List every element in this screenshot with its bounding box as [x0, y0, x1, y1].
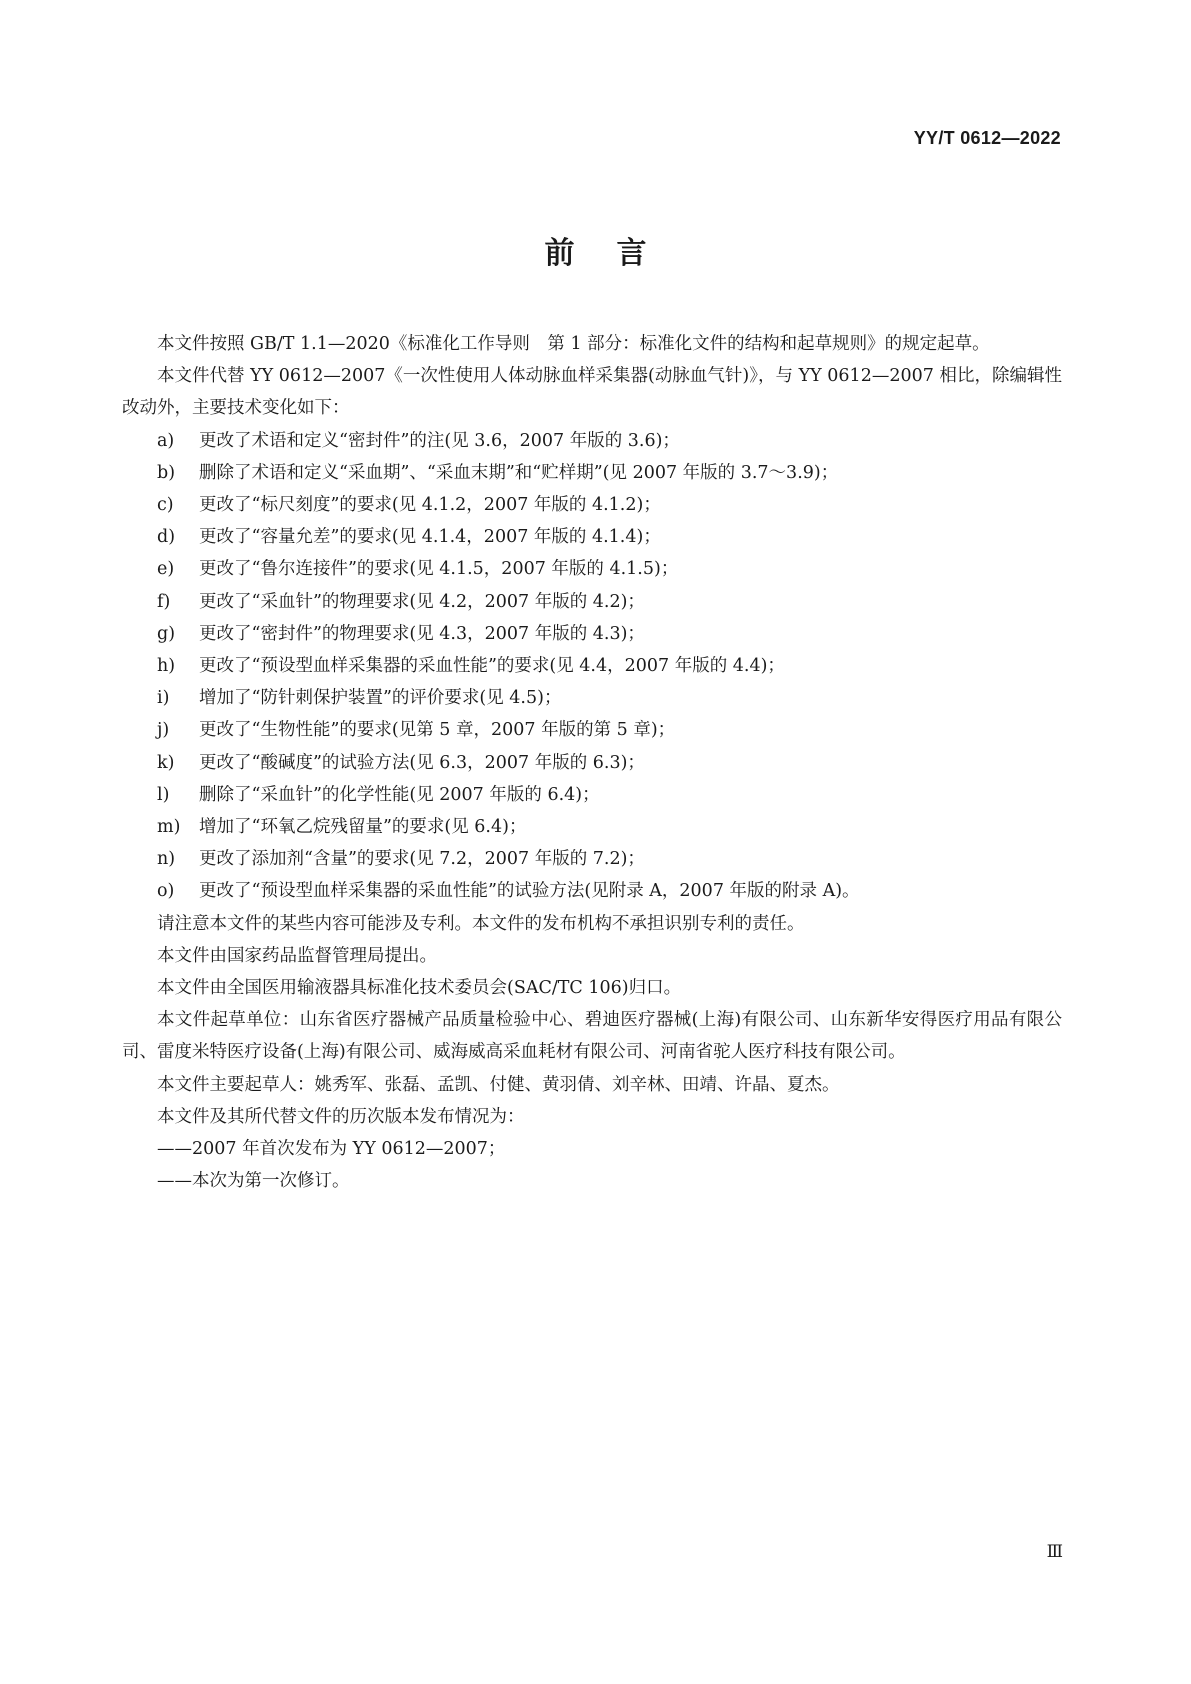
paragraph-drafting-units: 本文件起草单位：山东省医疗器械产品质量检验中心、碧迪医疗器械(上海)有限公司、山东新华安得医疗用品有限公司、雷度米特医疗设备(上海)有限公司、威海威高采血耗材有限公司、河南省驼人医疗科技有限公司。: [122, 1010, 1062, 1063]
list-marker: f): [157, 591, 171, 612]
list-item: [122, 425, 1062, 457]
list-text: 更改了“标尺刻度”的要求(见 4.1.2，2007 年版的 4.1.2)；: [199, 495, 661, 516]
list-marker: a): [157, 430, 175, 451]
list-item: [122, 714, 1062, 746]
technical-changes-list: [122, 425, 1062, 908]
list-text: 更改了“酸碱度”的试验方法(见 6.3，2007 年版的 6.3)；: [199, 752, 645, 773]
list-item: [122, 586, 1062, 618]
list-item: [122, 779, 1062, 811]
list-text: 增加了“环氧乙烷残留量”的要求(见 6.4)；: [199, 817, 527, 838]
list-item: [122, 682, 1062, 714]
paragraph-drafting-rules: 本文件按照 GB/T 1.1—2020《标准化工作导则 第 1 部分：标准化文件的结构和起草规则》的规定起草。: [157, 334, 990, 354]
paragraph-committee: 本文件由全国医用输液器具标准化技术委员会(SAC/TC 106)归口。: [157, 978, 682, 999]
list-text: 更改了“预设型血样采集器的采血性能”的试验方法(见附录 A，2007 年版的附录 A)。: [199, 881, 860, 902]
list-text: 更改了术语和定义“密封件”的注(见 3.6，2007 年版的 3.6)；: [199, 430, 680, 451]
list-marker: d): [157, 527, 176, 548]
paragraph-proposer: 本文件由国家药品监督管理局提出。: [157, 945, 437, 966]
list-item: [122, 843, 1062, 875]
list-marker: k): [157, 752, 175, 773]
list-item: [122, 521, 1062, 553]
list-text: 更改了“容量允差”的要求(见 4.1.4，2007 年版的 4.1.4)；: [199, 527, 661, 548]
list-text: 更改了“采血针”的物理要求(见 4.2，2007 年版的 4.2)；: [199, 591, 645, 612]
standard-code: YY/T 0612—2022: [913, 128, 1061, 148]
paragraph-drafters: 本文件主要起草人：姚秀军、张磊、孟凯、付健、黄羽倩、刘辛林、田靖、许晶、夏杰。: [157, 1074, 840, 1095]
list-marker: b): [157, 462, 176, 483]
list-marker: e): [157, 559, 175, 580]
list-item: [122, 875, 1062, 907]
history-item: ——本次为第一次修订。: [157, 1171, 350, 1192]
list-item: [122, 811, 1062, 843]
list-marker: g): [157, 623, 176, 644]
list-text: 增加了“防针刺保护装置”的评价要求(见 4.5)；: [199, 688, 562, 709]
list-item: [122, 618, 1062, 650]
list-item: [122, 553, 1062, 585]
list-marker: n): [157, 849, 176, 870]
paragraph-replacement: 本文件代替 YY 0612—2007《一次性使用人体动脉血样采集器(动脉血气针)》，与 YY 0612—2007 相比，除编辑性改动外，主要技术变化如下：: [122, 366, 1062, 419]
page-number: Ⅲ: [1046, 1542, 1063, 1562]
list-text: 更改了“生物性能”的要求(见第 5 章，2007 年版的第 5 章)；: [199, 720, 676, 741]
list-text: 更改了“密封件”的物理要求(见 4.3，2007 年版的 4.3)；: [199, 623, 645, 644]
list-text: 更改了“预设型血样采集器的采血性能”的要求(见 4.4，2007 年版的 4.4)；: [199, 656, 785, 677]
list-marker: l): [157, 784, 170, 805]
list-text: 更改了“鲁尔连接件”的要求(见 4.1.5，2007 年版的 4.1.5)；: [199, 559, 679, 580]
list-item: [122, 489, 1062, 521]
history-item: ——2007 年首次发布为 YY 0612—2007；: [157, 1139, 506, 1160]
list-marker: m): [157, 817, 181, 838]
list-text: 更改了添加剂“含量”的要求(见 7.2，2007 年版的 7.2)；: [199, 849, 645, 870]
list-item: [122, 457, 1062, 489]
list-item: [122, 650, 1062, 682]
list-marker: j): [157, 720, 170, 741]
list-item: [122, 747, 1062, 779]
list-text: 删除了“采血针”的化学性能(见 2007 年版的 6.4)；: [199, 784, 600, 805]
list-text: 删除了术语和定义“采血期”、“采血末期”和“贮样期”(见 2007 年版的 3.7～3.9)；: [199, 462, 839, 483]
page-title: 前言: [544, 236, 689, 271]
list-marker: i): [157, 688, 170, 709]
list-marker: o): [157, 881, 175, 902]
list-marker: h): [157, 656, 176, 677]
paragraph-history-intro: 本文件及其所代替文件的历次版本发布情况为：: [157, 1106, 525, 1127]
paragraph-patent-notice: 请注意本文件的某些内容可能涉及专利。本文件的发布机构不承担识别专利的责任。: [157, 913, 805, 934]
list-marker: c): [157, 495, 174, 516]
foreword-body: [122, 328, 1062, 1197]
